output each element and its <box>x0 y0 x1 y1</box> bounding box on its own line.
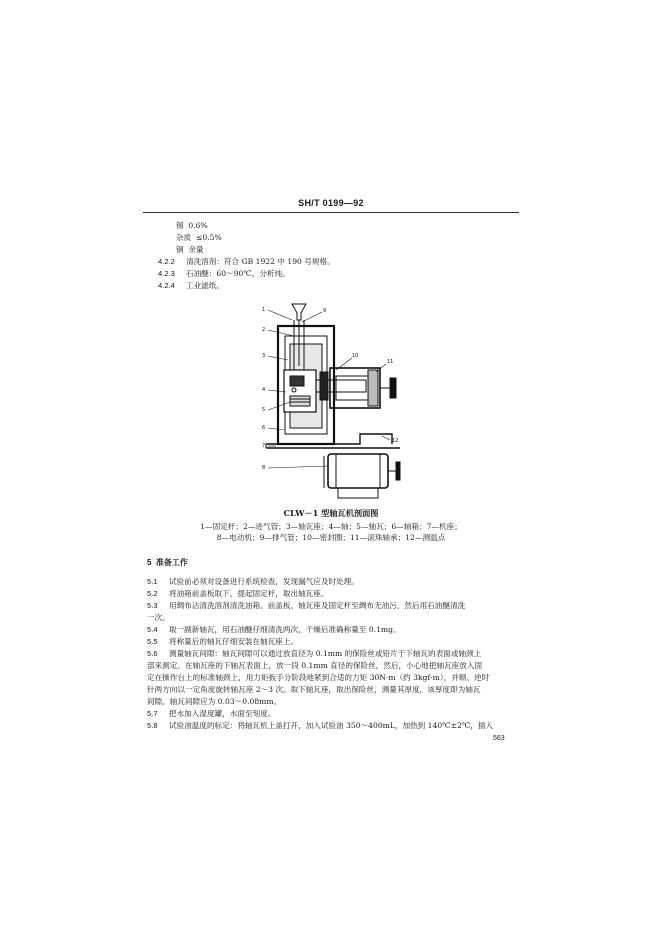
clause-text: 用绸布沾清洗溶剂清洗油箱、前盖板、轴瓦座及固定杆至绸布无油污，然后用石油醚清洗 <box>169 601 466 610</box>
composition-tin <box>176 221 208 231</box>
callout-5: 5 <box>262 407 266 413</box>
callout-4: 4 <box>262 387 266 393</box>
clause-5-3 <box>147 601 465 611</box>
callout-7: 7 <box>262 443 266 449</box>
clause-number: 5.6 <box>147 649 158 658</box>
callout-8: 8 <box>262 465 266 471</box>
clause-5-3-cont <box>147 613 170 623</box>
clause-text: 测量轴瓦间隙：轴瓦间隙可以通过放直径为 0.1mm 的保险丝或铅片于下轴瓦的表面或轴颈上 <box>169 649 482 658</box>
clause-5-4 <box>147 625 401 635</box>
clause-5-7 <box>147 709 275 719</box>
clause-text: 清洗溶剂：符合 GB 1922 中 190 号规格。 <box>186 257 335 266</box>
composition-label: 杂质 <box>176 233 192 242</box>
clause-5-6 <box>147 649 481 659</box>
clause-5-2 <box>147 589 328 599</box>
section-5-heading <box>147 557 188 568</box>
clause-text: 针两方向以一定角度旋转轴瓦座 2～3 次。取下轴瓦座，取出保险丝，测量其厚度，该厚度即为轴瓦 <box>147 685 481 694</box>
clause-text: 取一副新轴瓦，用石油醚仔细清洗两次，干燥后准确称量至 0.1mg。 <box>169 625 401 634</box>
clause-5-1 <box>147 577 359 587</box>
page-number: 563 <box>493 735 505 742</box>
composition-value: 余量 <box>188 245 204 254</box>
clause-text: 石油醚：60～90℃，分析纯。 <box>186 269 290 278</box>
section-title: 准备工作 <box>155 558 188 567</box>
clause-4-2-2 <box>158 257 335 267</box>
composition-value: 0.6% <box>188 221 208 230</box>
bearing-machine-section-diagram <box>240 296 430 506</box>
clause-5-6-cont-3 <box>147 685 480 695</box>
composition-value: ≤0.5% <box>196 233 222 242</box>
clause-text: 把水加入湿度罐，水面至刻度。 <box>169 709 276 718</box>
composition-copper <box>176 245 204 255</box>
clause-text: 试验油温度的标定：将轴瓦机上盖打开，加入试验油 350～400mL，加热到 140℃±2℃，插入 <box>169 721 494 730</box>
callout-6: 6 <box>262 425 266 431</box>
header-rule <box>143 212 519 213</box>
clause-4-2-4 <box>158 281 224 291</box>
callout-9: 9 <box>323 308 327 314</box>
clause-text: 工业滤纸。 <box>186 281 224 290</box>
clause-number: 5.3 <box>147 601 158 610</box>
callout-1: 1 <box>262 307 266 313</box>
clause-5-8 <box>147 721 493 731</box>
standard-header: SH/T 0199—92 <box>298 198 364 208</box>
clause-text: 部来测定。在轴瓦座的下轴瓦表面上，放一段 0.1mm 直径的保险丝，然后，小心地把轴瓦座放入固 <box>147 661 483 670</box>
clause-number: 4.2.3 <box>158 269 175 278</box>
clause-number: 5.1 <box>147 577 158 586</box>
composition-impurity <box>176 233 222 243</box>
callout-2: 2 <box>262 327 266 333</box>
clause-text: 试验前必须对设备进行系统检查，发现漏气应及时处理。 <box>169 577 359 586</box>
composition-label: 铜 <box>176 245 184 254</box>
clause-number: 4.2.4 <box>158 281 175 290</box>
composition-label: 锡 <box>176 221 184 230</box>
clause-5-6-cont-4 <box>147 697 281 707</box>
clause-number: 5.4 <box>147 625 158 634</box>
clause-5-6-cont-2 <box>147 673 489 683</box>
callout-11: 11 <box>387 359 394 365</box>
clause-text: 一次。 <box>147 613 170 622</box>
callout-12: 12 <box>392 438 399 444</box>
callout-3: 3 <box>262 353 266 359</box>
callout-10: 10 <box>352 353 359 359</box>
clause-text: 将称量后的轴瓦仔细安装在轴瓦座上。 <box>169 637 299 646</box>
clause-4-2-3 <box>158 269 290 279</box>
figure-legend-line-2: 8—电动机；9—排气管；10—密封圈；11—滚珠轴承；12—测温点 <box>216 533 446 542</box>
clause-number: 5.2 <box>147 589 158 598</box>
clause-5-5 <box>147 637 298 647</box>
clause-text: 间隙。轴瓦间隙应为 0.03～0.08mm。 <box>147 697 282 706</box>
section-number: 5 <box>147 558 152 567</box>
clause-number: 4.2.2 <box>158 257 175 266</box>
figure-legend-line-1: 1—固定杆；2—进气管；3—轴瓦座；4—轴；5—轴瓦；6—轴箱；7—机座； <box>200 522 462 531</box>
clause-number: 5.8 <box>147 721 158 730</box>
clause-5-6-cont-1 <box>147 661 482 671</box>
clause-text: 定在操作台上的标准轴颈上，用力矩扳手分阶段地紧到合适的力矩 30N·m（约 3kgf·m），并顺、逆时 <box>147 673 490 682</box>
clause-number: 5.5 <box>147 637 158 646</box>
clause-text: 将油箱前盖板取下，提起固定杆，取出轴瓦座。 <box>169 589 329 598</box>
clause-number: 5.7 <box>147 709 158 718</box>
figure-title: CLW－1 型轴瓦机剖面图 <box>283 508 379 518</box>
